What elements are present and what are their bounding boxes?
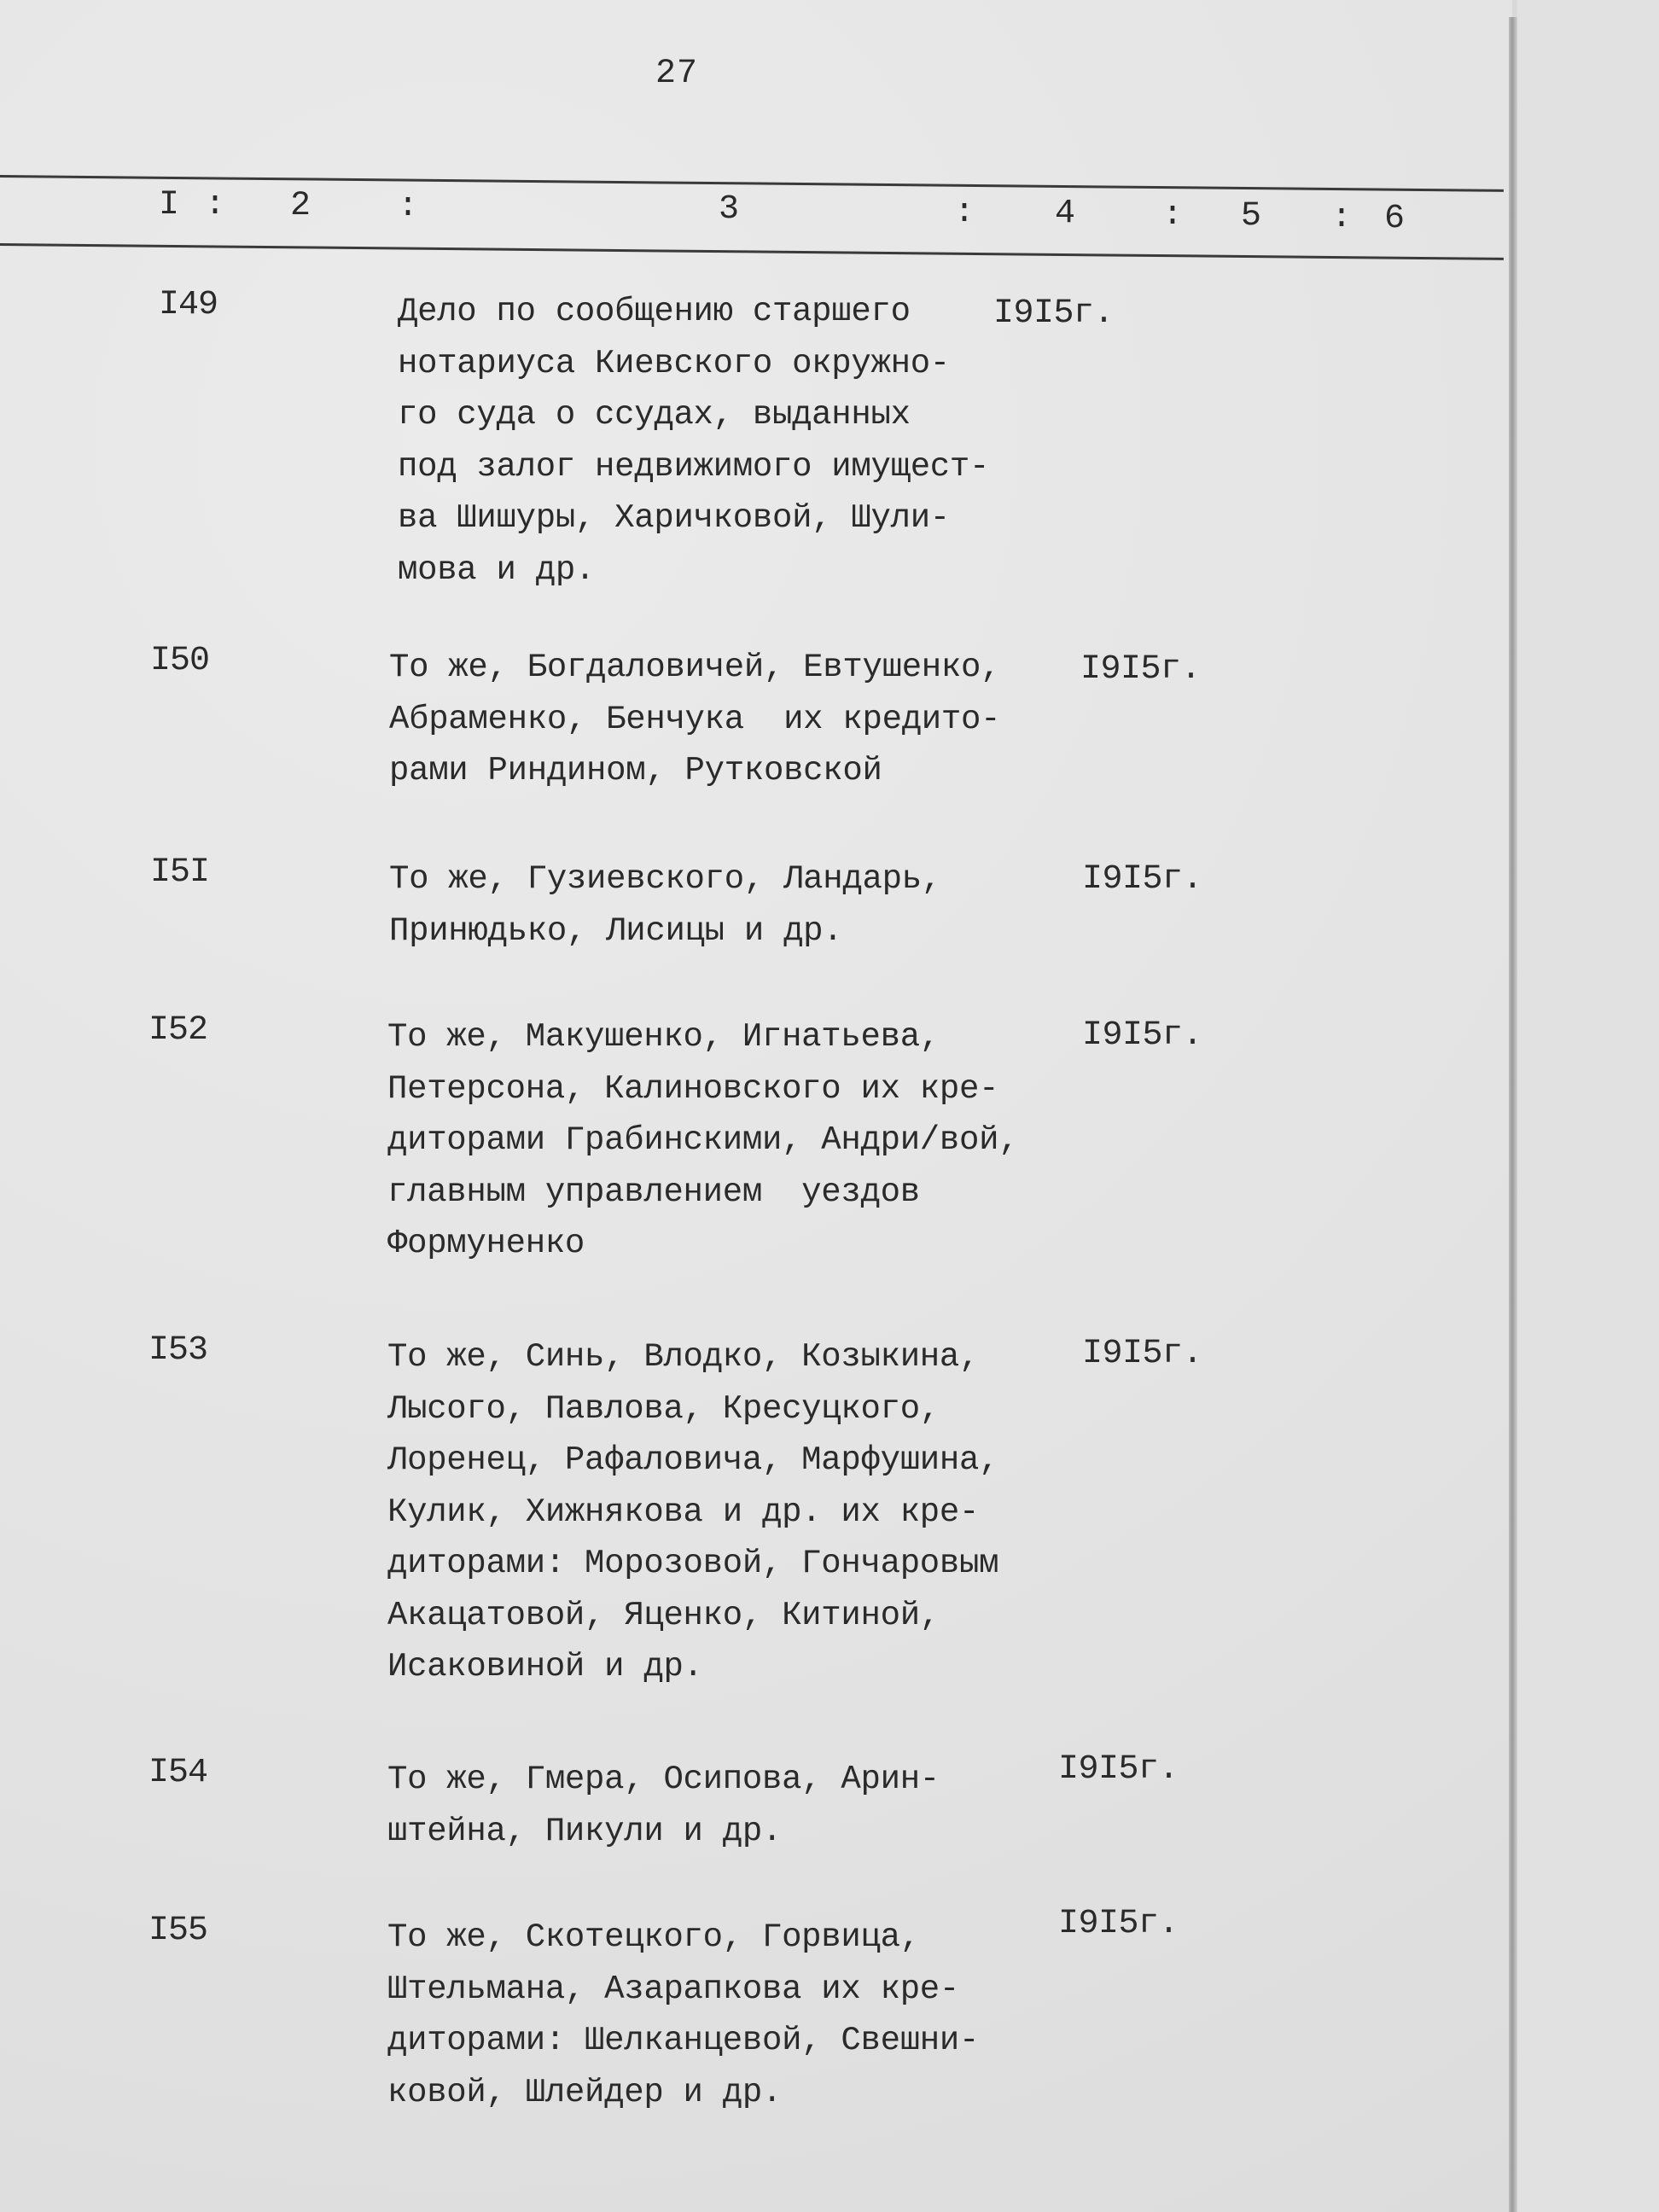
description-line: Штельмана, Азарапкова их кре- — [387, 1970, 960, 2008]
entry-number: I49 — [159, 286, 218, 324]
entry-number: I52 — [148, 1011, 208, 1050]
description-line: диторами: Шелканцевой, Свешни- — [387, 2022, 980, 2059]
column-header-1: I — [159, 186, 180, 224]
column-separator: : — [954, 194, 975, 232]
entry-year: I9I5г. — [1082, 860, 1203, 899]
column-separator: : — [205, 186, 226, 224]
description-line: штейна, Пикули и др. — [387, 1812, 783, 1850]
entry-number: I53 — [148, 1331, 208, 1370]
column-separator: : — [1162, 196, 1184, 235]
column-header-2: 2 — [290, 187, 311, 225]
entry-year: I9I5г. — [1082, 1016, 1203, 1055]
description-line: Формуненко — [387, 1225, 585, 1262]
entry-description — [389, 642, 1089, 797]
description-line: мова и др. — [398, 550, 596, 589]
description-line: Дело по сообщению старшего — [398, 293, 911, 330]
entry-number: I55 — [148, 1912, 208, 1950]
description-line: Петерсона, Калиновского их кре- — [387, 1069, 999, 1108]
entry-number: I5I — [150, 853, 210, 892]
entry-description — [387, 1912, 1087, 2118]
entry-description — [389, 853, 1089, 957]
description-line: То же, Гузиевского, Ландарь, — [389, 860, 941, 898]
entry-description — [398, 286, 1097, 596]
column-header-5: 5 — [1241, 197, 1262, 236]
page-number: 27 — [655, 55, 699, 93]
description-line: Абраменко, Бенчука их кредито- — [389, 700, 1001, 738]
entry-year: I9I5г. — [1080, 650, 1202, 689]
description-line: главным управлением уездов — [387, 1173, 920, 1211]
description-line: То же, Богдаловичей, Евтушенко, — [389, 649, 1001, 686]
description-line: Принюдько, Лисицы и др. — [389, 911, 843, 950]
underlying-sheet — [1517, 0, 1659, 2212]
description-line: ковой, Шлейдер и др. — [387, 2073, 783, 2111]
description-line: То же, Скотецкого, Горвица, — [387, 1918, 920, 1956]
column-header-6: 6 — [1384, 200, 1406, 238]
description-line: Кулик, Хижнякова и др. их кре- — [387, 1493, 980, 1531]
description-line: диторами: Морозовой, Гончаровым — [387, 1545, 999, 1582]
description-line: под залог недвижимого имущест- — [398, 447, 990, 486]
column-header-row — [0, 186, 1504, 238]
column-header-4: 4 — [1055, 195, 1076, 233]
entry-number: I50 — [150, 642, 210, 680]
description-line: ва Шишуры, Харичковой, Шули- — [398, 499, 950, 537]
page-binding-edge — [1509, 17, 1517, 2212]
column-separator: : — [1331, 199, 1353, 237]
entry-description — [387, 1011, 1087, 1270]
description-line: рами Риндином, Рутковской — [389, 752, 882, 789]
entry-description — [387, 1754, 1087, 1857]
description-line: То же, Гмера, Осипова, Арин- — [387, 1761, 940, 1798]
entry-number: I54 — [148, 1754, 208, 1792]
description-line: го суда о ссудах, выданных — [398, 396, 911, 434]
description-line: Лысого, Павлова, Кресуцкого, — [387, 1389, 940, 1428]
entry-year: I9I5г. — [1058, 1750, 1179, 1789]
column-separator: : — [398, 188, 419, 226]
description-line: Исаковиной и др. — [387, 1648, 703, 1685]
description-line: То же, Синь, Влодко, Козыкина, — [387, 1338, 980, 1376]
description-line: Лоренец, Рафаловича, Марфушина, — [387, 1441, 999, 1479]
column-header-3: 3 — [719, 190, 740, 229]
entry-description — [387, 1331, 1087, 1693]
description-line: То же, Макушенко, Игнатьева, — [387, 1018, 940, 1056]
description-line: нотариуса Киевского окружно- — [398, 344, 950, 382]
header-rule-bottom — [0, 243, 1504, 260]
entry-year: I9I5г. — [1082, 1335, 1203, 1373]
description-line: Акацатовой, Яценко, Китиной, — [387, 1596, 940, 1634]
description-line: диторами Грабинскими, Андри/вой, — [387, 1121, 1019, 1159]
entry-year: I9I5г. — [1058, 1905, 1179, 1943]
entry-year: I9I5г. — [993, 294, 1115, 333]
